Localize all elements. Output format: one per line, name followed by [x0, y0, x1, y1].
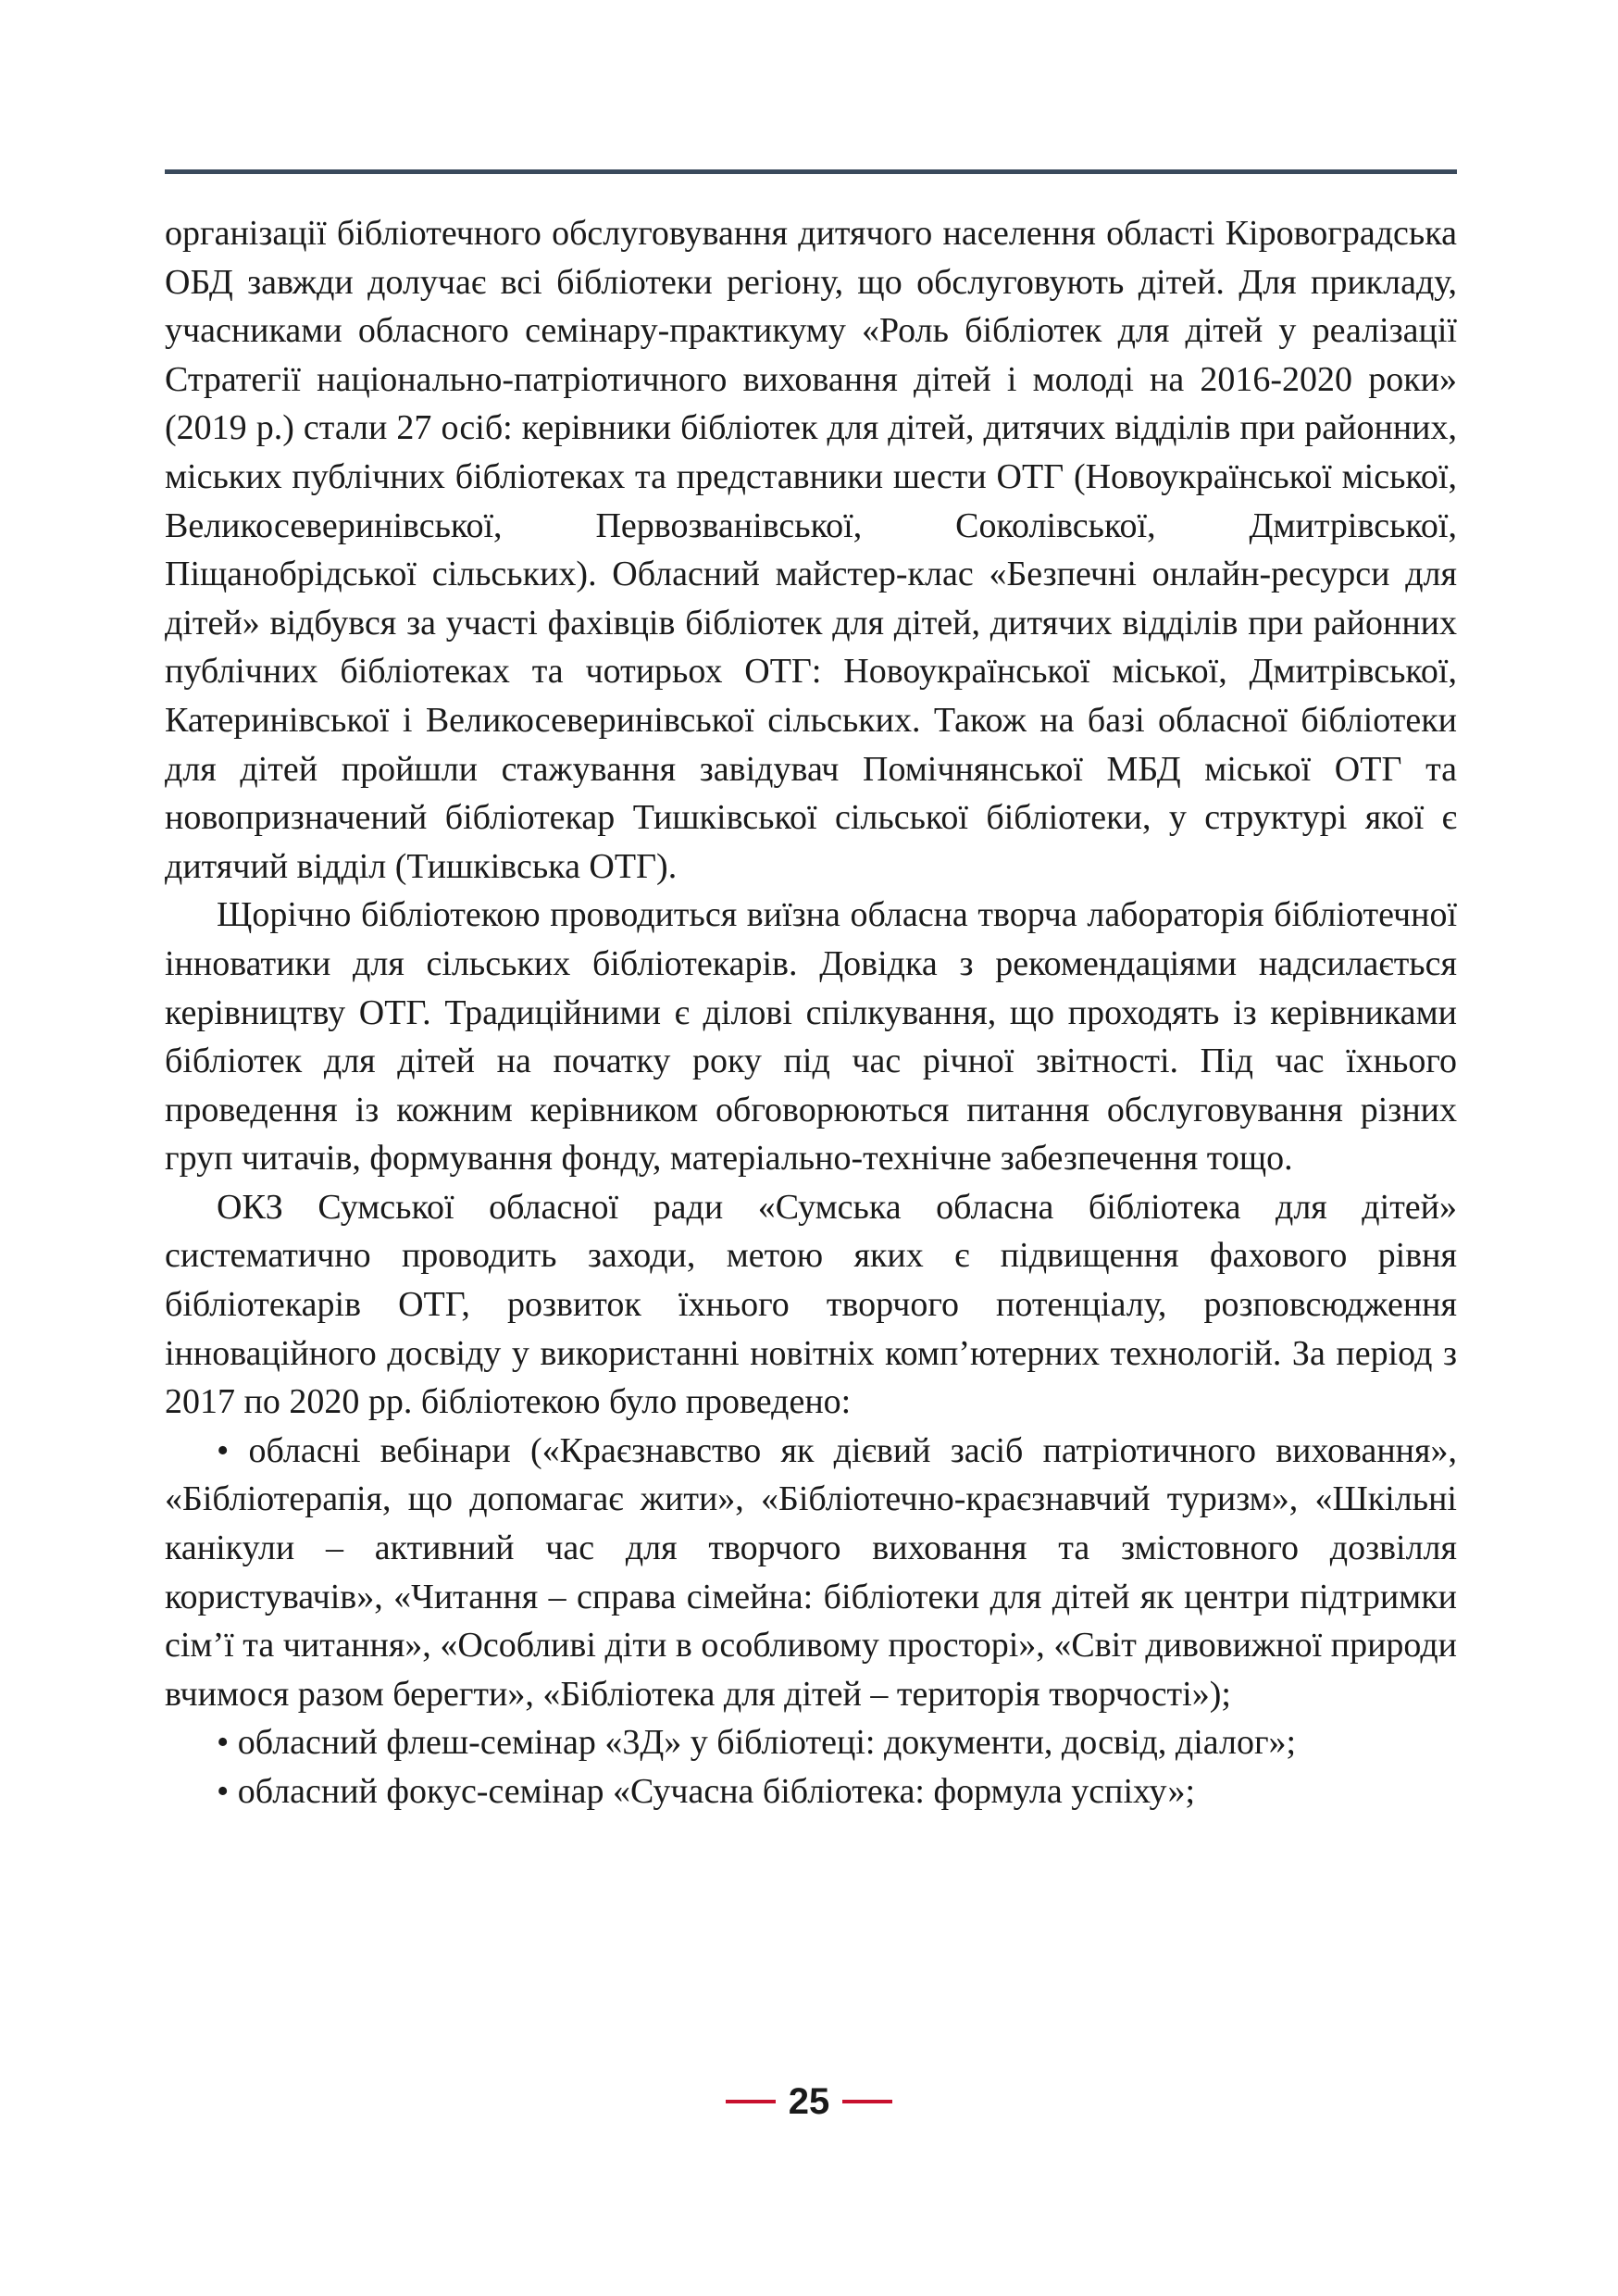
header-rule	[165, 169, 1457, 174]
page-footer	[0, 2074, 1618, 2129]
paragraph-3: ОКЗ Сумської обласної ради «Сумська обласна бібліотека для дітей» систематично проводить заходи, метою яких є підвищення фахового рівня бібліотекарів ОТГ, розвиток їхнього творчого потенціалу, розповсюдження інноваційного досвіду у використанні новітніх комп’ютерних технологій. За період з 2017 по 2020 рр. бібліотекою було проведено:	[165, 1187, 1457, 1422]
body-text	[165, 209, 1457, 1816]
footer-dash-right	[842, 2100, 892, 2103]
page-number: 25	[788, 2080, 830, 2122]
bullet-item-webinars: • обласні вебінари («Краєзнавство як дієвий засіб патріотичного виховання», «Бібліотерапія, що допомагає жити», «Бібліотечно-краєзнавчий туризм», «Шкільні канікули – активний час для творчого виховання та змістовного дозвілля користувачів», «Читання – справа сімейна: бібліотеки для дітей як центри підтримки сім’ї та читання», «Особливі діти в особливому просторі», «Світ дивовижної природи вчимося разом берегти», «Бібліотека для дітей – територія творчості»);	[165, 1430, 1457, 1714]
bullet-item-focus-seminar: • обласний фокус-семінар «Сучасна бібліотека: формула успіху»;	[217, 1772, 1196, 1811]
footer-dash-left	[726, 2100, 776, 2103]
bullet-item-flash-seminar: • обласний флеш-семінар «3Д» у бібліотеці: документи, досвід, діалог»;	[217, 1723, 1297, 1763]
paragraph-1: організації бібліотечного обслуговування дитячого населення області Кіровоградська ОБД завжди долучає всі бібліотеки регіону, що обслуговують дітей. Для прикладу, учасниками обласного семінару-практикуму «Роль бібліотек для дітей у реалізації Стратегії національно-патріотичного виховання дітей і молоді на 2016-2020 роки» (2019 р.) стали 27 осіб: керівники бібліотек для дітей, дитячих відділів при районних, міських публічних бібліотеках та представники шести ОТГ (Новоукраїнської міської, Великосеверинівської, Первозванівської, Соколівської, Дмитрівської, Піщанобрідської сільських). Обласний майстер-клас «Безпечні онлайн-ресурси для дітей» відбувся за участі фахівців бібліотек для дітей, дитячих відділів при районних публічних бібліотеках та чотирьох ОТГ: Новоукраїнської міської, Дмитрівської, Катеринівської і Великосеверинівської сільських. Також на базі обласної бібліотеки для дітей пройшли стажування завідувач Помічнянської МБД міської ОТГ та новопризначений бібліотекар Тишківської сільської бібліотеки, у структурі якої є дитячий відділ (Тишківська ОТГ).	[165, 214, 1457, 886]
paragraph-2: Щорічно бібліотекою проводиться виїзна обласна творча лабораторія бібліотечної інноватики для сільських бібліотекарів. Довідка з рекомендаціями надсилається керівництву ОТГ. Традиційними є ділові спілкування, що проходять із керівниками бібліотек для дітей на початку року під час річної звітності. Під час їхнього проведення із кожним керівником обговорюються питання обслуговування різних груп читачів, формування фонду, матеріально-технічне забезпечення тощо.	[165, 895, 1457, 1179]
